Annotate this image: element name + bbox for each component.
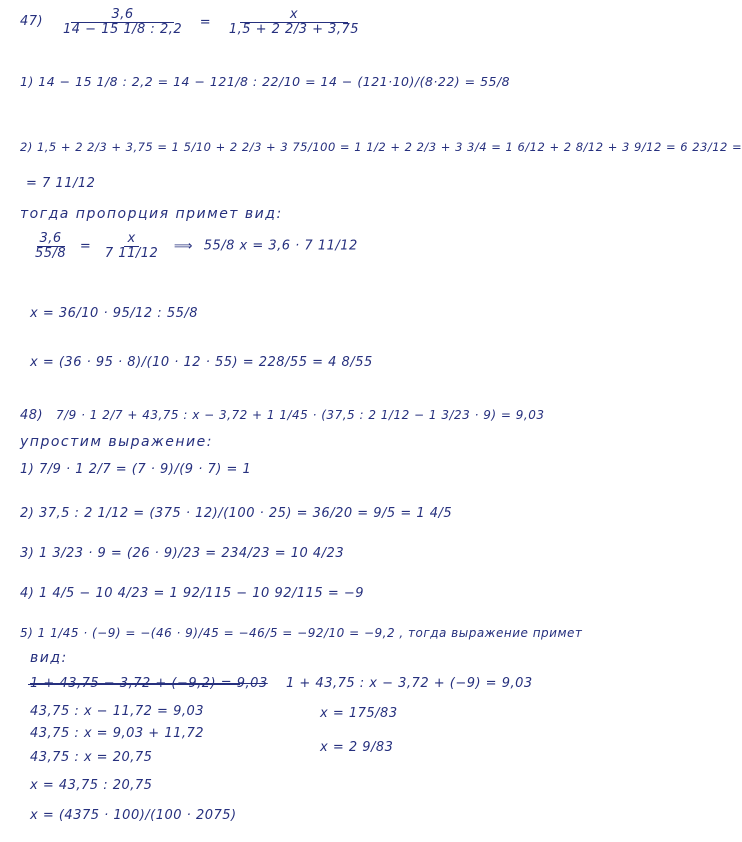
p48-work-1: 43,75 : x − 11,72 = 9,03 [30, 704, 205, 719]
p47-equation: $\frac{3,6}{14 - 15 1/8 : 2,2}$ = $\frac{x}{1,5 + 2 2/3 + 3,75}$ [58, 8, 364, 36]
p48-work-2: 43,75 : x = 9,03 + 11,72 [30, 726, 205, 741]
prop-rhs-num: x [124, 232, 138, 247]
p48-step-4: 4) 1 4/5 − 10 4/23 = 1 92/115 − 10 92/115 = −9 [20, 586, 365, 601]
p47-x-line-1: x = 36/10 · 95/12 : 55/8 [30, 306, 199, 321]
p47-step-1: 1) 14 − 15 1/8 : 2,2 = 14 − 121/8 : 22/10 = 14 − (121·10)/(8·22) = 55/8 [20, 74, 511, 89]
problem-48-number: 48) [20, 408, 44, 423]
p47-x-line-2: x = (36 · 95 · 8)/(10 · 12 · 55) = 228/55 = 4 8/55 [30, 355, 373, 370]
strike-mark [28, 684, 240, 685]
p48-result-2: x = 2 9/83 [320, 740, 394, 755]
prop-rhs-den: 7 11/12 [104, 245, 159, 261]
p48-work-3: 43,75 : x = 20,75 [30, 750, 153, 765]
p48-step-5-cont: вид: [30, 650, 68, 666]
p48-step-1: 1) 7/9 · 1 2/7 = (7 · 9)/(9 · 7) = 1 [20, 462, 252, 477]
p47-rhs-den: 1,5 + 2 2/3 + 3,75 [228, 21, 360, 37]
struck-out-line: 1 + 43,75 − 3,72 + (−9,2) = 9,03 [30, 676, 268, 691]
prop-result: 55/8 x = 3,6 · 7 11/12 [203, 238, 358, 254]
prop-lhs-num: 3,6 [37, 232, 65, 247]
p47-lhs-num: 3,6 [71, 8, 173, 23]
p48-step-2: 2) 37,5 : 2 1/12 = (375 · 12)/(100 · 25) = 36/20 = 9/5 = 1 4/5 [20, 506, 453, 521]
p48-equation: 7/9 · 1 2/7 + 43,75 : x − 3,72 + 1 1/45 · (37,5 : 2 1/12 − 1 3/23 · 9) = 9,03 [56, 408, 545, 422]
p47-step-2-cont: = 7 11/12 [26, 176, 96, 191]
p47-lhs-den: 14 − 15 1/8 : 2,2 [63, 21, 183, 37]
p48-step-3: 3) 1 3/23 · 9 = (26 · 9)/23 = 234/23 = 10 4/23 [20, 546, 345, 561]
p48-work-5: x = (4375 · 100)/(100 · 2075) [30, 808, 237, 823]
p47-step-2: 2) 1,5 + 2 2/3 + 3,75 = 1 5/10 + 2 2/3 + 3 75/100 = 1 1/2 + 2 2/3 + 3 3/4 = 1 6/12 + 2 8/12 + 3 9/12 = 6 23/12 = [20, 140, 742, 154]
p48-step-5: 5) 1 1/45 · (−9) = −(46 · 9)/45 = −46/5 = −92/10 = −9,2 , тогда выражение примет [20, 626, 583, 640]
problem-47-number: 47) [20, 14, 44, 29]
p47-proportion-sentence: тогда пропорция примет вид: [20, 206, 283, 222]
p48-work-4: x = 43,75 : 20,75 [30, 778, 153, 793]
prop-lhs-den: 55/8 [35, 245, 67, 261]
p47-proportion: $\frac{3,6}{55/8}$ = $\frac{x}{7 11/12}$ ⟹ 55/8 x = 3,6 · 7 11/12 [30, 232, 358, 260]
implies-arrow: ⟹ [173, 238, 194, 254]
p48-result-1: x = 175/83 [320, 706, 398, 721]
p48-final-equation: 1 + 43,75 : x − 3,72 + (−9) = 9,03 [286, 676, 533, 691]
p48-simplify-sentence: упростим выражение: [20, 434, 213, 450]
p47-rhs-num: x [240, 8, 348, 23]
